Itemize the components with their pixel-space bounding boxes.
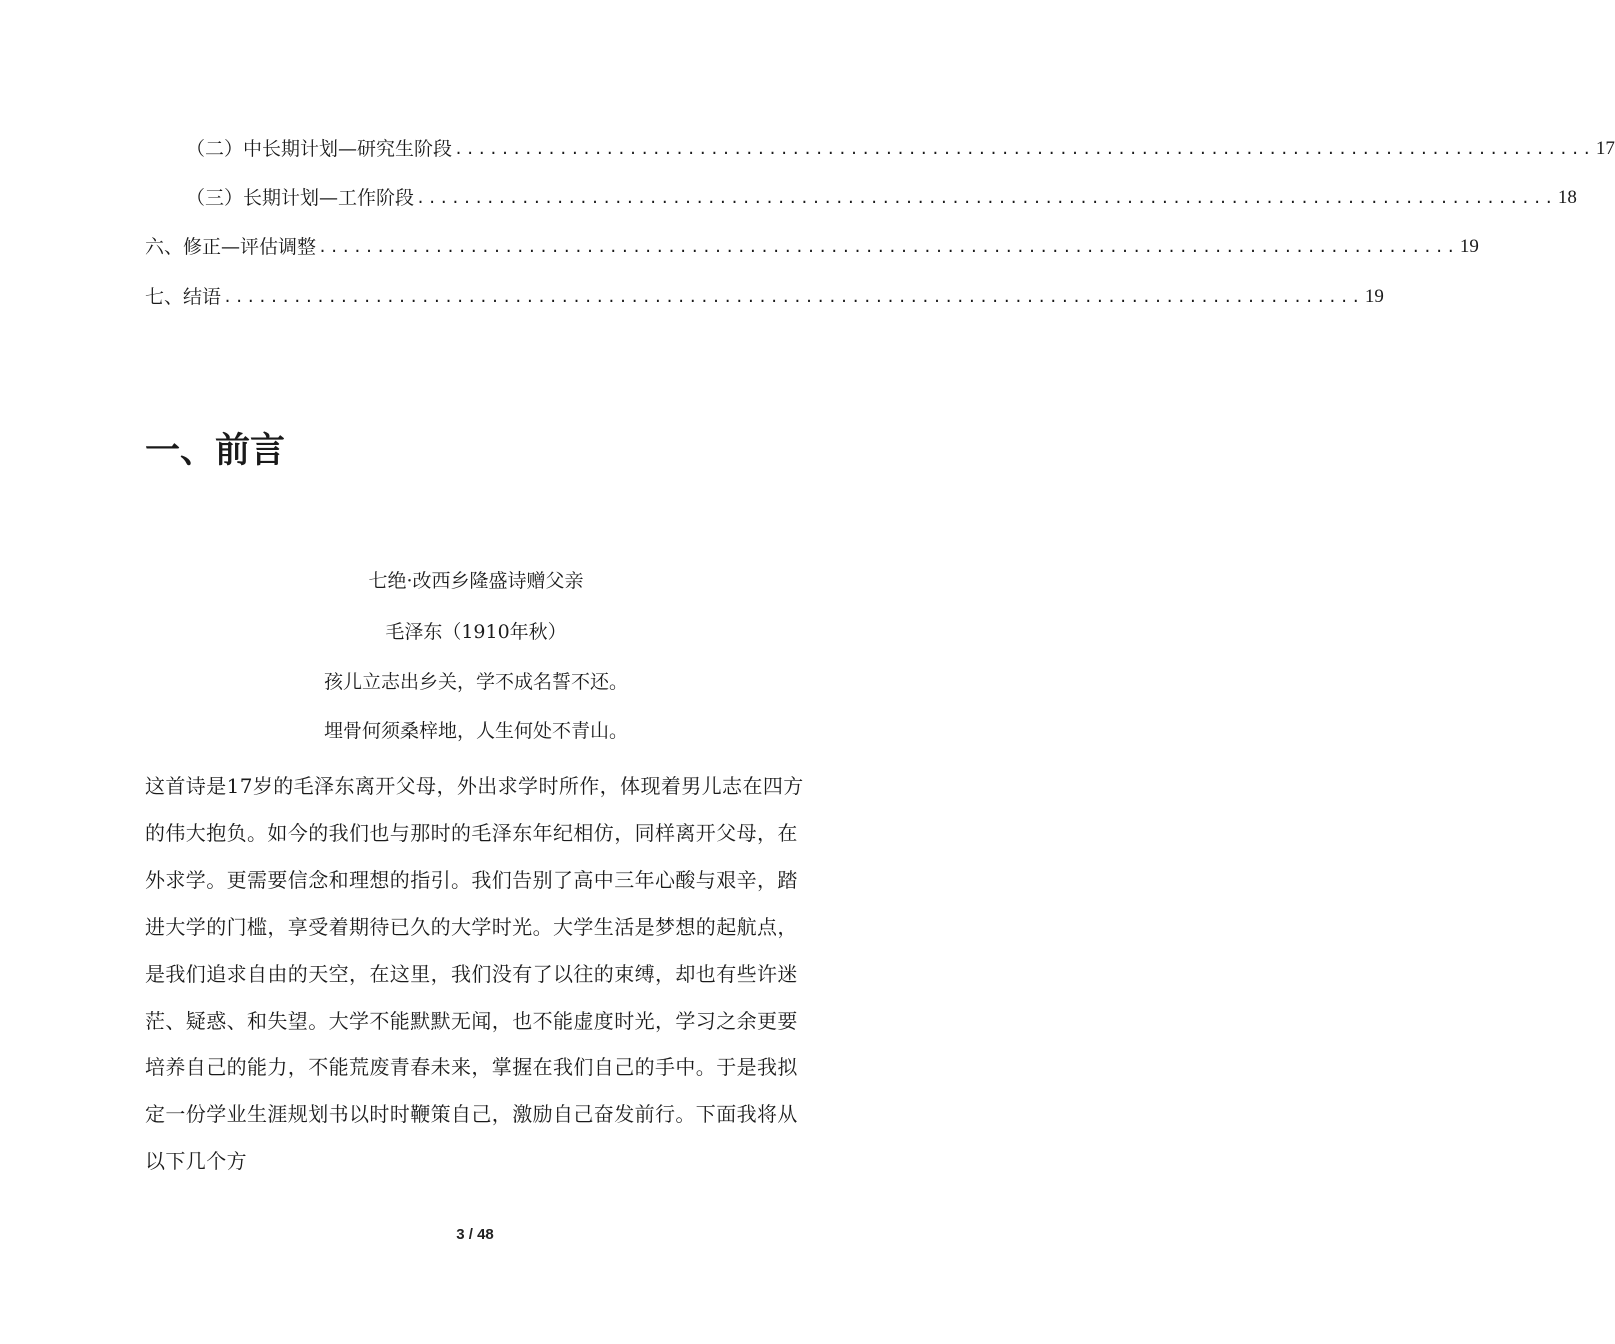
toc-entry-label: （二）中长期计划—研究生阶段 [186,138,453,160]
toc-leader-dots: .................................................................................................. [318,238,1458,256]
poem-author: 毛泽东（1910年秋） [385,621,567,643]
toc-entry-page: 17 [1595,138,1615,159]
toc-entry[interactable] [145,134,1615,164]
poem-title: 七绝·改西乡隆盛诗赠父亲 [368,570,584,592]
toc-entry-page: 19 [1459,236,1479,257]
poem-line: 埋骨何须桑梓地，人生何处不青山。 [323,720,628,742]
toc-entry-page: 18 [1557,187,1577,208]
toc-leader-dots: .................................................................................................. [416,189,1556,207]
toc-entry-label: （三）长期计划—工作阶段 [186,187,415,209]
toc-entry-label: 七、结语 [145,286,222,308]
poem-line: 孩儿立志出乡关，学不成名誓不还。 [323,671,628,693]
toc-entry-label: 六、修正—评估调整 [145,236,317,258]
toc-leader-dots: .................................................................................................. [223,288,1363,306]
toc-entry[interactable] [145,183,1577,213]
page-indicator: 3 / 48 [456,1226,494,1243]
toc-leader-dots: .................................................................................................. [454,140,1594,158]
toc-entry-page: 19 [1364,286,1384,307]
toc-entry[interactable] [145,232,1479,262]
toc-entry[interactable] [145,282,1384,312]
body-paragraph: 这首诗是17岁的毛泽东离开父母，外出求学时所作，体现着男儿志在四方的伟大抱负。如今的我们也与那时的毛泽东年纪相仿，同样离开父母，在外求学。更需要信念和理想的指引。我们告别了高中三年心酸与艰辛，踏进大学的门槛，享受着期待已久的大学时光。大学生活是梦想的起航点，是我们追求自由的天空，在这里，我们没有了以往的束缚，却也有些许迷茫、疑惑、和失望。大学不能默默无闻，也不能虚度时光，学习之余更要培养自己的能力，不能荒废青春未来，掌握在我们自己的手中。于是我拟定一份学业生涯规划书以时时鞭策自己，激励自己奋发前行。下面我将从以下几个方 [145,774,804,1174]
section-heading: 一、前言 [145,431,286,471]
